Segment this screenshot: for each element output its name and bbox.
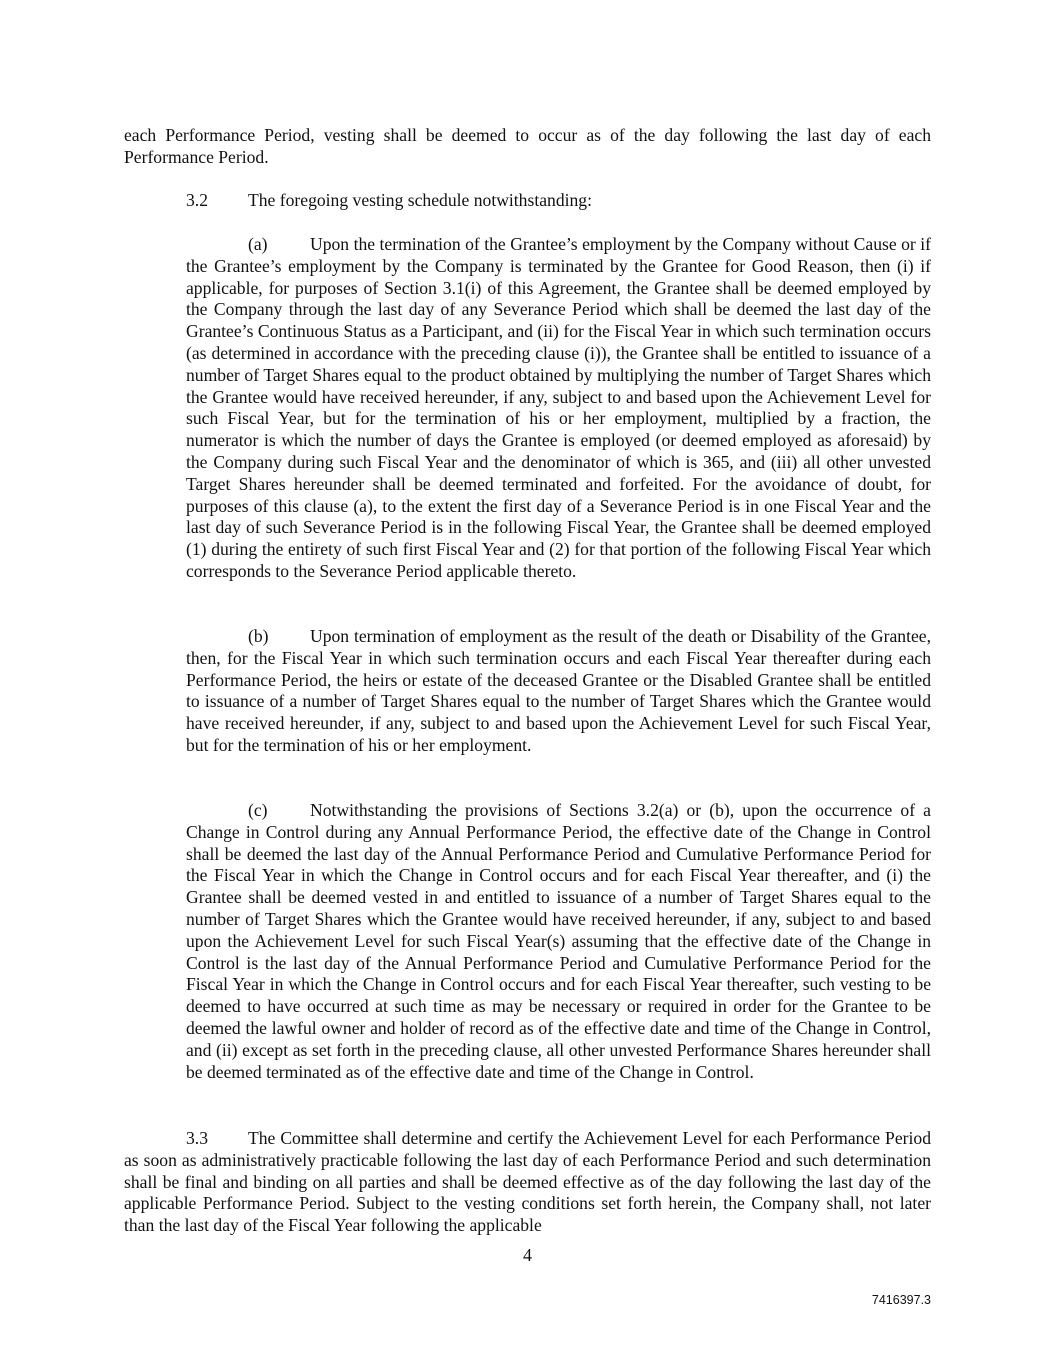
section-3-2-text: The foregoing vesting schedule notwithstanding: <box>248 190 592 210</box>
clause-c-label: (c) <box>248 800 268 820</box>
clause-a <box>186 234 931 583</box>
continuation-paragraph: each Performance Period, vesting shall be deemed to occur as of the day following the last day of each Performance Period. <box>124 125 931 167</box>
section-3-2-number: 3.2 <box>186 190 208 210</box>
page-number: 4 <box>523 1245 532 1265</box>
clause-b-label: (b) <box>248 626 269 646</box>
clause-b-text: Upon termination of employment as the result of the death or Disability of the Grantee, then, for the Fiscal Year in which such termination occurs and each Fiscal Year thereafter during each Performance Period, the heirs or estate of the deceased Grantee or the Disabled Grantee shall be entitled to issuance of a number of Target Shares equal to the number of Target Shares which the Grantee would have received hereunder, if any, subject to and based upon the Achievement Level for such Fiscal Year, but for the termination of his or her employment. <box>186 626 931 755</box>
clause-c-text: Notwithstanding the provisions of Sections 3.2(a) or (b), upon the occurrence of a Change in Control during any Annual Performance Period, the effective date of the Change in Control shall be deemed the last day of the Annual Performance Period and Cumulative Performance Period for the Fiscal Year in which the Change in Control occurs and for each Fiscal Year thereafter, and (i) the Grantee shall be deemed vested in and entitled to issuance of a number of Target Shares equal to the number of Target Shares which the Grantee would have received hereunder, if any, subject to and based upon the Achievement Level for such Fiscal Year(s) assuming that the effective date of the Change in Control is the last day of the Annual Performance Period and Cumulative Performance Period for the Fiscal Year in which the Change in Control occurs and for each Fiscal Year thereafter, such vesting to be deemed to have occurred at such time as may be necessary or required in order for the Grantee to be deemed the lawful owner and holder of record as of the effective date and time of the Change in Control, and (ii) except as set forth in the preceding clause, all other unvested Performance Shares hereunder shall be deemed terminated as of the effective date and time of the Change in Control. <box>186 800 931 1082</box>
section-3-2-heading <box>124 190 931 212</box>
clause-c <box>186 800 931 1083</box>
document-id: 7416397.3 <box>871 1293 931 1307</box>
section-3-3-number: 3.3 <box>186 1128 208 1148</box>
clause-a-label: (a) <box>248 234 268 254</box>
section-3-3-paragraph <box>124 1128 931 1237</box>
clause-b <box>186 626 931 757</box>
clause-a-text: Upon the termination of the Grantee’s employment by the Company without Cause or if the Grantee’s employment by the Company is terminated by the Grantee for Good Reason, then (i) if applicable, for purposes of Section 3.1(i) of this Agreement, the Grantee shall be deemed employed by the Company through the last day of any Severance Period which shall be deemed the last day of the Grantee’s Continuous Status as a Participant, and (ii) for the Fiscal Year in which such termination occurs (as determined in accordance with the preceding clause (i)), the Grantee shall be entitled to issuance of a number of Target Shares equal to the product obtained by multiplying the number of Target Shares which the Grantee would have received hereunder, if any, subject to and based upon the Achievement Level for such Fiscal Year, but for the termination of his or her employment, multiplied by a fraction, the numerator is which the number of days the Grantee is employed (or deemed employed as aforesaid) by the Company during such Fiscal Year and the denominator of which is 365, and (iii) all other unvested Target Shares hereunder shall be deemed terminated and forfeited. For the avoidance of doubt, for purposes of this clause (a), to the extent the first day of a Severance Period is in one Fiscal Year and the last day of such Severance Period is in the following Fiscal Year, the Grantee shall be deemed employed (1) during the entirety of such first Fiscal Year and (2) for that portion of the following Fiscal Year which corresponds to the Severance Period applicable thereto. <box>186 234 931 581</box>
section-3-3-text: The Committee shall determine and certify the Achievement Level for each Performance Period as soon as administratively practicable following the last day of each Performance Period and such determination shall be final and binding on all parties and shall be deemed effective as of the day following the last day of the applicable Performance Period. Subject to the vesting conditions set forth herein, the Company shall, not later than the last day of the Fiscal Year following the applicable <box>124 1128 931 1236</box>
